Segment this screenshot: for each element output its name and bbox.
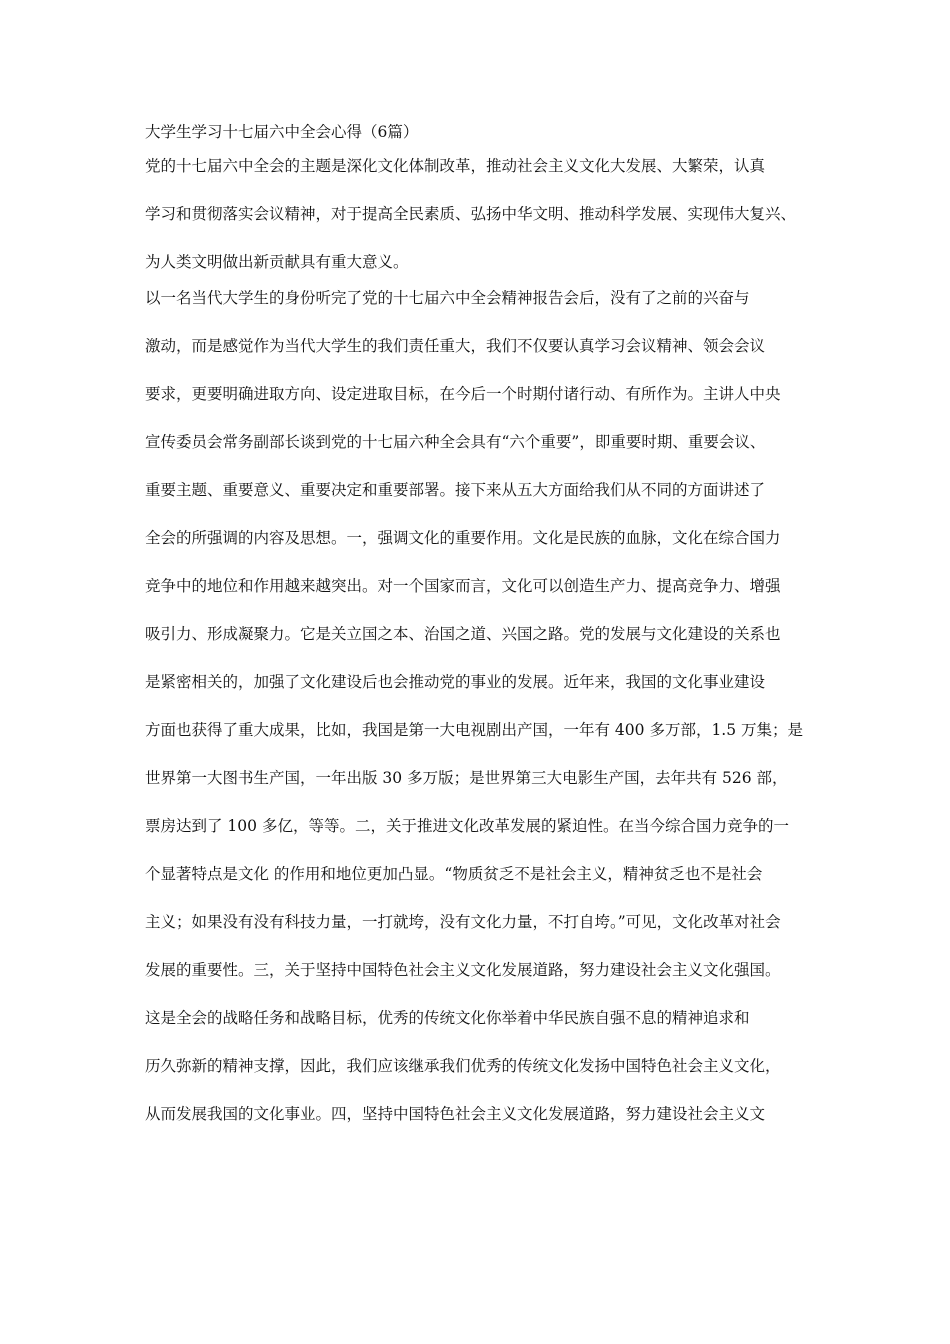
text-line: 党的十七届六中全会的主题是深化文化体制改革，推动社会主义文化大发展、大繁荣，认真 bbox=[145, 157, 766, 175]
text-line: 从而发展我国的文化事业。四，坚持中国特色社会主义文化发展道路，努力建设社会主义文 bbox=[145, 1105, 766, 1123]
intro-paragraph bbox=[145, 154, 825, 286]
text-line: 以一名当代大学生的身份听完了党的十七届六中全会精神报告会后，没有了之前的兴奋与 bbox=[145, 289, 750, 307]
document-body bbox=[145, 120, 825, 1150]
text-line: 竞争中的地位和作用越来越突出。对一个国家而言，文化可以创造生产力、提高竞争力、增强 bbox=[145, 577, 781, 595]
text-line: 要求，更要明确进取方向、设定进取目标，在今后一个时期付诸行动、有所作为。主讲人中央 bbox=[145, 385, 781, 403]
text-line: 主义；如果没有没有科技力量，一打就垮，没有文化力量，不打自垮。”可见，文化改革对社会 bbox=[145, 913, 781, 931]
text-line: 激动，而是感觉作为当代大学生的我们责任重大，我们不仅要认真学习会议精神、领会会议 bbox=[145, 337, 766, 355]
text-line: 方面也获得了重大成果，比如，我国是第一大电视剧出产国，一年有 400 多万部，1.5 万集；是 bbox=[145, 721, 804, 739]
text-line: 吸引力、形成凝聚力。它是关立国之本、治国之道、兴国之路。党的发展与文化建设的关系也 bbox=[145, 625, 781, 643]
text-line: 重要主题、重要意义、重要决定和重要部署。接下来从五大方面给我们从不同的方面讲述了 bbox=[145, 481, 766, 499]
text-line: 发展的重要性。三，关于坚持中国特色社会主义文化发展道路，努力建设社会主义文化强国。 bbox=[145, 961, 781, 979]
text-line: 宣传委员会常务副部长谈到党的十七届六种全会具有“六个重要”，即重要时期、重要会议、 bbox=[145, 433, 766, 451]
text-line: 这是全会的战略任务和战略目标，优秀的传统文化你举着中华民族自强不息的精神追求和 bbox=[145, 1009, 750, 1027]
body-paragraph bbox=[145, 286, 825, 1150]
text-line: 为人类文明做出新贡献具有重大意义。 bbox=[145, 253, 409, 271]
text-line: 票房达到了 100 多亿，等等。二，关于推进文化改革发展的紧迫性。在当今综合国力竞争的一 bbox=[145, 817, 789, 835]
text-line: 世界第一大图书生产国，一年出版 30 多万版；是世界第三大电影生产国，去年共有 526 部， bbox=[145, 769, 788, 787]
text-line: 学习和贯彻落实会议精神，对于提高全民素质、弘扬中华文明、推动科学发展、实现伟大复兴、 bbox=[145, 205, 797, 223]
text-line: 个显著特点是文化 的作用和地位更加凸显。“物质贫乏不是社会主义，精神贫乏也不是社会 bbox=[145, 865, 763, 883]
text-line: 历久弥新的精神支撑，因此，我们应该继承我们优秀的传统文化发扬中国特色社会主义文化， bbox=[145, 1057, 781, 1075]
text-line: 是紧密相关的，加强了文化建设后也会推动党的事业的发展。近年来，我国的文化事业建设 bbox=[145, 673, 766, 691]
document-title: 大学生学习十七届六中全会心得（6篇） bbox=[145, 123, 419, 141]
text-line: 全会的所强调的内容及思想。一，强调文化的重要作用。文化是民族的血脉，文化在综合国力 bbox=[145, 529, 781, 547]
